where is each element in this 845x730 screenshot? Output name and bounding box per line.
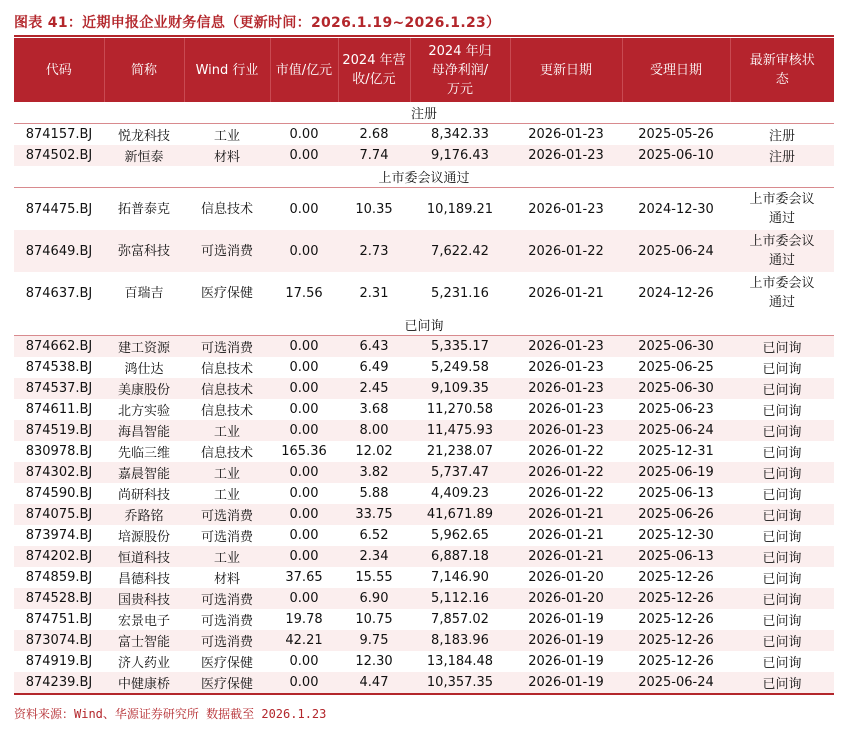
cell-update-date: 2026-01-20 (528, 570, 604, 585)
status-text: 已问询 (762, 383, 802, 398)
column-header-text: 代码 (45, 62, 72, 78)
cell-net-profit: 7,622.42 (410, 230, 510, 272)
cell-code: 874649.BJ (14, 230, 104, 272)
cell-accept-date: 2025-12-26 (638, 570, 714, 585)
table-row (14, 336, 834, 358)
cell-net-profit: 7,146.90 (431, 570, 489, 585)
status-text: 已问询 (762, 656, 802, 671)
cell-net-profit: 5,112.16 (410, 588, 510, 609)
cell-net-profit: 4,409.23 (431, 486, 489, 501)
cell-market-cap: 42.21 (270, 630, 338, 651)
cell-name: 新恒泰 (104, 145, 184, 166)
cell-code: 874919.BJ (25, 654, 93, 669)
status-text: 已问询 (762, 677, 802, 692)
cell-name: 美康股份 (104, 378, 184, 399)
cell-accept-date: 2025-06-10 (622, 145, 730, 166)
cell-name: 富士智能 (104, 630, 184, 651)
cell-revenue: 2.73 (338, 230, 410, 272)
cell-industry: 医疗保健 (200, 285, 253, 301)
column-header-text: Wind 行业 (195, 62, 259, 78)
cell-net-profit: 11,270.58 (426, 402, 494, 417)
cell-code: 874475.BJ (25, 201, 93, 217)
table-row (14, 188, 834, 231)
cell-accept-date: 2025-06-30 (622, 336, 730, 358)
cell-code: 874637.BJ (25, 285, 93, 301)
cell-review-status (730, 630, 834, 651)
cell-review-status (730, 399, 834, 420)
cell-industry: 可选消费 (184, 588, 270, 609)
cell-industry: 可选消费 (184, 336, 270, 358)
cell-review-status (730, 462, 834, 483)
cell-market-cap: 165.36 (281, 444, 327, 459)
cell-code: 874751.BJ (25, 612, 93, 627)
cell-review-status (730, 504, 834, 525)
cell-accept-date: 2025-06-19 (622, 462, 730, 483)
cell-industry: 医疗保健 (200, 656, 253, 671)
cell-revenue: 5.88 (359, 486, 389, 501)
column-header-text: 2024 年营 (342, 53, 406, 68)
cell-revenue: 10.35 (355, 201, 393, 217)
cell-review-status (730, 672, 834, 694)
cell-update-date: 2026-01-23 (528, 402, 604, 417)
status-text: 已问询 (762, 509, 802, 524)
cell-name: 百瑞吉 (124, 285, 164, 301)
cell-net-profit: 5,231.16 (431, 285, 489, 301)
cell-market-cap: 0.00 (289, 486, 319, 501)
cell-industry: 信息技术 (200, 362, 253, 377)
source-note: 资料来源：Wind、华源证券研究所 数据截至 2026.1.23 (14, 707, 327, 721)
cell-revenue: 6.43 (338, 336, 410, 358)
section-row (14, 314, 834, 336)
cell-accept-date: 2025-12-26 (622, 588, 730, 609)
table-row (14, 546, 834, 567)
cell-net-profit: 5,335.17 (410, 336, 510, 358)
cell-revenue: 3.82 (338, 462, 410, 483)
cell-name: 国贵科技 (104, 588, 184, 609)
cell-accept-date: 2025-06-23 (638, 402, 714, 417)
cell-industry: 可选消费 (184, 504, 270, 525)
cell-code: 830978.BJ (25, 444, 93, 459)
figure-title: 图表 41：近期申报企业财务信息（更新时间：2026.1.19~2026.1.23） (14, 15, 501, 31)
cell-revenue: 2.31 (359, 285, 389, 301)
cell-net-profit: 8,183.96 (410, 630, 510, 651)
title-rule (14, 35, 834, 37)
cell-market-cap: 0.00 (270, 546, 338, 567)
cell-accept-date: 2025-06-24 (622, 230, 730, 272)
column-header-update-date (510, 38, 622, 102)
cell-net-profit: 6,887.18 (410, 546, 510, 567)
cell-update-date: 2026-01-19 (528, 654, 604, 669)
column-header-text: 母净利润/ (431, 62, 489, 78)
cell-market-cap: 0.00 (270, 378, 338, 399)
cell-accept-date: 2025-06-30 (622, 378, 730, 399)
cell-industry: 可选消费 (184, 630, 270, 651)
cell-name: 悦龙科技 (117, 129, 170, 144)
column-header-text: 2024 年归 (428, 43, 492, 59)
cell-accept-date: 2025-12-30 (638, 528, 714, 543)
cell-update-date: 2026-01-22 (528, 486, 604, 501)
cell-code: 874528.BJ (14, 588, 104, 609)
cell-name: 宏景电子 (117, 614, 170, 629)
cell-review-status (730, 378, 834, 399)
cell-name: 恒道科技 (104, 546, 184, 567)
cell-industry: 信息技术 (200, 201, 253, 217)
cell-code: 874537.BJ (14, 378, 104, 399)
table-row (14, 462, 834, 483)
cell-net-profit: 5,962.65 (431, 528, 489, 543)
status-text: 已问询 (762, 446, 802, 461)
column-header-text: 态 (775, 72, 789, 87)
cell-accept-date: 2025-06-26 (622, 504, 730, 525)
cell-net-profit: 9,176.43 (410, 145, 510, 166)
table-row (14, 567, 834, 588)
cell-code: 874538.BJ (25, 360, 93, 375)
cell-review-status (730, 357, 834, 378)
cell-update-date: 2026-01-23 (510, 420, 622, 441)
column-header-market-cap (270, 38, 338, 102)
cell-market-cap: 0.00 (289, 402, 319, 417)
status-text: 上市委会议 (749, 276, 815, 291)
table-row (14, 357, 834, 378)
status-text: 已问询 (762, 635, 802, 650)
table-header-row (14, 38, 834, 102)
table-body (14, 102, 834, 694)
cell-accept-date: 2025-05-26 (638, 127, 714, 142)
cell-review-status (730, 145, 834, 166)
column-header-text: 收/亿元 (352, 72, 396, 87)
section-label: 上市委会议通过 (14, 166, 834, 188)
cell-accept-date: 2025-06-13 (638, 486, 714, 501)
cell-revenue: 4.47 (338, 672, 410, 694)
cell-name: 鸿仕达 (124, 362, 164, 377)
cell-code: 873074.BJ (14, 630, 104, 651)
table-row (14, 230, 834, 272)
cell-name: 昌德科技 (117, 572, 170, 587)
status-text: 已问询 (762, 467, 802, 482)
cell-code: 874075.BJ (14, 504, 104, 525)
status-text: 已问询 (762, 551, 802, 566)
cell-name: 中健康桥 (104, 672, 184, 694)
table-row (14, 399, 834, 420)
table-row (14, 272, 834, 314)
section-row (14, 166, 834, 188)
cell-review-status (730, 230, 834, 272)
cell-accept-date: 2025-06-25 (638, 360, 714, 375)
cell-name: 北方实验 (117, 404, 170, 419)
cell-net-profit: 7,857.02 (431, 612, 489, 627)
cell-industry: 可选消费 (200, 614, 253, 629)
table-row (14, 609, 834, 630)
status-text: 已问询 (762, 404, 802, 419)
cell-industry: 工业 (184, 462, 270, 483)
table-row (14, 525, 834, 546)
cell-review-status (730, 588, 834, 609)
cell-revenue: 2.34 (338, 546, 410, 567)
column-header-text: 受理日期 (649, 62, 702, 78)
cell-update-date: 2026-01-21 (510, 546, 622, 567)
cell-update-date: 2026-01-21 (510, 504, 622, 525)
table-row (14, 483, 834, 504)
table-row (14, 145, 834, 166)
cell-code: 874202.BJ (14, 546, 104, 567)
cell-net-profit: 21,238.07 (426, 444, 494, 459)
column-header-review-status (730, 38, 834, 102)
column-header-text: 最新审核状 (749, 53, 815, 68)
cell-review-status (730, 272, 834, 314)
cell-market-cap: 0.00 (289, 201, 319, 217)
cell-update-date: 2026-01-21 (528, 528, 604, 543)
cell-industry: 工业 (213, 129, 240, 144)
cell-update-date: 2026-01-22 (510, 462, 622, 483)
cell-accept-date: 2024-12-26 (638, 285, 714, 301)
cell-revenue: 33.75 (338, 504, 410, 525)
cell-update-date: 2026-01-23 (510, 336, 622, 358)
cell-accept-date: 2025-12-26 (638, 612, 714, 627)
cell-review-status (730, 525, 834, 546)
status-text: 上市委会议 (749, 234, 815, 249)
cell-market-cap: 0.00 (270, 672, 338, 694)
section-label: 已问询 (14, 314, 834, 336)
table-row (14, 441, 834, 462)
cell-net-profit: 9,109.35 (410, 378, 510, 399)
table-row (14, 672, 834, 694)
column-header-text: 更新日期 (539, 62, 592, 78)
cell-industry: 信息技术 (200, 404, 253, 419)
cell-market-cap: 0.00 (289, 528, 319, 543)
table-row (14, 588, 834, 609)
cell-industry: 工业 (184, 546, 270, 567)
cell-review-status (730, 567, 834, 588)
cell-market-cap: 0.00 (270, 230, 338, 272)
column-header-net-profit (410, 38, 510, 102)
table-row (14, 378, 834, 399)
cell-market-cap: 0.00 (289, 127, 319, 142)
cell-industry: 材料 (184, 145, 270, 166)
table-row (14, 124, 834, 146)
section-label: 注册 (14, 102, 834, 124)
cell-market-cap: 19.78 (285, 612, 323, 627)
cell-update-date: 2026-01-23 (528, 360, 604, 375)
cell-market-cap: 0.00 (270, 336, 338, 358)
status-text: 已问询 (762, 572, 802, 587)
cell-net-profit: 13,184.48 (426, 654, 494, 669)
cell-name: 拓普泰克 (117, 201, 170, 217)
cell-revenue: 12.02 (355, 444, 393, 459)
cell-revenue: 8.00 (338, 420, 410, 441)
status-text-line2: 通过 (768, 211, 795, 226)
cell-review-status (730, 609, 834, 630)
cell-accept-date: 2025-12-26 (638, 654, 714, 669)
cell-industry: 材料 (213, 572, 240, 587)
cell-market-cap: 0.00 (289, 360, 319, 375)
status-text: 注册 (768, 129, 795, 144)
cell-net-profit: 5,737.47 (410, 462, 510, 483)
cell-industry: 医疗保健 (184, 672, 270, 694)
cell-accept-date: 2025-06-24 (622, 672, 730, 694)
column-header-name (104, 38, 184, 102)
status-text-line2: 通过 (768, 253, 795, 268)
cell-name: 培源股份 (117, 530, 170, 545)
column-header-text: 万元 (446, 81, 473, 97)
cell-review-status (730, 420, 834, 441)
column-header-text: 简称 (130, 62, 157, 78)
cell-review-status (730, 483, 834, 504)
status-text: 已问询 (762, 593, 802, 608)
column-header-text: 市值/亿元 (275, 62, 333, 78)
cell-update-date: 2026-01-23 (510, 145, 622, 166)
cell-code: 874239.BJ (14, 672, 104, 694)
cell-update-date: 2026-01-22 (510, 230, 622, 272)
cell-review-status (730, 441, 834, 462)
cell-name: 乔路铭 (104, 504, 184, 525)
cell-industry: 信息技术 (200, 446, 253, 461)
cell-net-profit: 41,671.89 (410, 504, 510, 525)
cell-update-date: 2026-01-23 (528, 127, 604, 142)
cell-revenue: 2.45 (338, 378, 410, 399)
cell-code: 874502.BJ (14, 145, 104, 166)
cell-revenue: 6.49 (359, 360, 389, 375)
cell-revenue: 7.74 (338, 145, 410, 166)
column-header-code (14, 38, 104, 102)
cell-market-cap: 0.00 (270, 420, 338, 441)
cell-update-date: 2026-01-19 (510, 630, 622, 651)
cell-revenue: 3.68 (359, 402, 389, 417)
cell-industry: 工业 (213, 488, 240, 503)
cell-revenue: 12.30 (355, 654, 393, 669)
section-row (14, 102, 834, 124)
cell-update-date: 2026-01-20 (510, 588, 622, 609)
cell-net-profit: 10,357.35 (410, 672, 510, 694)
cell-net-profit: 11,475.93 (410, 420, 510, 441)
cell-accept-date: 2025-06-13 (622, 546, 730, 567)
cell-revenue: 6.90 (338, 588, 410, 609)
cell-revenue: 10.75 (355, 612, 393, 627)
cell-industry: 工业 (184, 420, 270, 441)
cell-revenue: 15.55 (355, 570, 393, 585)
cell-code: 873974.BJ (25, 528, 93, 543)
status-text: 已问询 (762, 530, 802, 545)
cell-market-cap: 0.00 (270, 145, 338, 166)
cell-update-date: 2026-01-23 (528, 201, 604, 217)
cell-accept-date: 2024-12-30 (638, 201, 714, 217)
cell-market-cap: 0.00 (270, 462, 338, 483)
cell-review-status (730, 546, 834, 567)
cell-name: 弥富科技 (104, 230, 184, 272)
table-row (14, 630, 834, 651)
cell-revenue: 9.75 (338, 630, 410, 651)
cell-name: 先临三维 (117, 446, 170, 461)
table-row (14, 420, 834, 441)
ipo-financial-table (14, 38, 834, 695)
cell-update-date: 2026-01-22 (528, 444, 604, 459)
cell-name: 济人药业 (117, 656, 170, 671)
status-text: 已问询 (762, 362, 802, 377)
cell-market-cap: 0.00 (270, 504, 338, 525)
cell-update-date: 2026-01-19 (510, 672, 622, 694)
status-text: 已问询 (762, 614, 802, 629)
cell-name: 海昌智能 (104, 420, 184, 441)
cell-code: 874662.BJ (14, 336, 104, 358)
table-row (14, 651, 834, 672)
cell-code: 874157.BJ (25, 127, 93, 142)
cell-net-profit: 5,249.58 (431, 360, 489, 375)
cell-update-date: 2026-01-19 (528, 612, 604, 627)
cell-review-status (730, 188, 834, 231)
cell-accept-date: 2025-12-31 (638, 444, 714, 459)
cell-net-profit: 10,189.21 (426, 201, 494, 217)
cell-market-cap: 0.00 (289, 654, 319, 669)
cell-revenue: 2.68 (359, 127, 389, 142)
cell-code: 874611.BJ (25, 402, 93, 417)
cell-market-cap: 37.65 (285, 570, 323, 585)
cell-industry: 信息技术 (184, 378, 270, 399)
cell-code: 874302.BJ (14, 462, 104, 483)
cell-accept-date: 2025-06-24 (622, 420, 730, 441)
cell-name: 建工资源 (104, 336, 184, 358)
column-header-revenue (338, 38, 410, 102)
cell-industry: 可选消费 (200, 530, 253, 545)
cell-update-date: 2026-01-21 (528, 285, 604, 301)
table-row (14, 504, 834, 525)
cell-update-date: 2026-01-23 (510, 378, 622, 399)
status-text-line2: 通过 (768, 295, 795, 310)
cell-name: 尚研科技 (117, 488, 170, 503)
cell-accept-date: 2025-12-26 (622, 630, 730, 651)
status-text: 已问询 (762, 341, 802, 356)
status-text: 上市委会议 (749, 192, 815, 207)
cell-code: 874859.BJ (25, 570, 93, 585)
cell-market-cap: 17.56 (285, 285, 323, 301)
column-header-accept-date (622, 38, 730, 102)
status-text: 已问询 (762, 425, 802, 440)
cell-review-status (730, 124, 834, 146)
cell-review-status (730, 651, 834, 672)
column-header-industry (184, 38, 270, 102)
cell-industry: 可选消费 (184, 230, 270, 272)
cell-revenue: 6.52 (359, 528, 389, 543)
cell-code: 874519.BJ (14, 420, 104, 441)
cell-code: 874590.BJ (25, 486, 93, 501)
cell-name: 嘉晨智能 (104, 462, 184, 483)
status-text: 已问询 (762, 488, 802, 503)
cell-net-profit: 8,342.33 (431, 127, 489, 142)
cell-review-status (730, 336, 834, 358)
status-text: 注册 (768, 150, 795, 165)
cell-market-cap: 0.00 (270, 588, 338, 609)
